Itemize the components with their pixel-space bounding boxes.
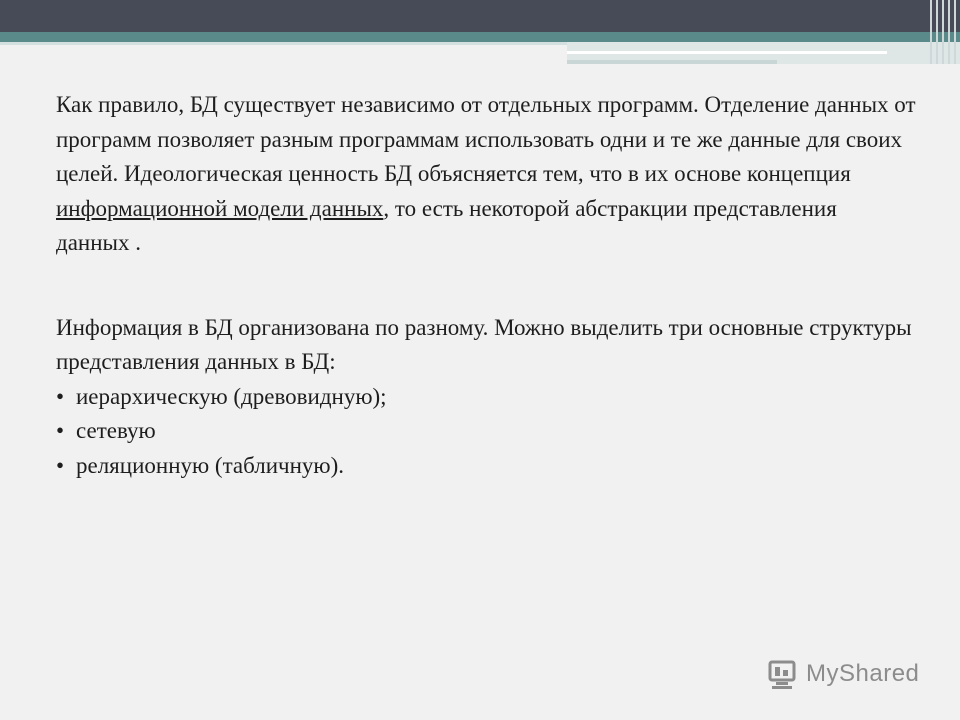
myshared-logo-icon: [766, 656, 802, 692]
header-white-line: [567, 51, 887, 54]
watermark-text: MyShared: [806, 660, 920, 687]
paragraph-gap: [56, 261, 916, 311]
list-item: [56, 380, 916, 415]
paragraph-database-independence: [56, 88, 916, 261]
paragraph-structures-intro: Информация в БД организована по разному. Можно выделить три основные структуры представления данных в БД:: [56, 314, 912, 374]
corner-stripes: [926, 0, 960, 64]
header-dark-band: [0, 0, 960, 32]
bullet-icon: •: [56, 418, 65, 443]
header-light-line: [0, 42, 567, 45]
information-model-link[interactable]: информационной модели данных: [56, 195, 384, 221]
paragraph1-tail: , то есть некоторой абстракции представления данных .: [56, 195, 837, 255]
paragraph1-text: Как правило, БД существует независимо от отдельных программ. Отделение данных от программ позволяет разным программам использовать одни и те же данные для своих целей. Идеологическая ценность БД объясняется тем, что в их основе концепция: [56, 92, 916, 186]
structures-list: [56, 380, 916, 484]
bullet-icon: •: [56, 383, 65, 409]
slide-body: [56, 88, 916, 483]
header-teal-band: [0, 32, 960, 42]
myshared-watermark[interactable]: [766, 656, 919, 692]
bullet-icon: •: [56, 452, 65, 478]
list-item: [56, 449, 916, 484]
list-item-text: сетевую: [76, 418, 156, 443]
list-item-text: реляционную (табличную).: [76, 452, 345, 478]
list-item-text: иерархическую (древовидную);: [76, 383, 387, 409]
list-item: [56, 414, 916, 449]
header-accent-line: [567, 60, 777, 64]
